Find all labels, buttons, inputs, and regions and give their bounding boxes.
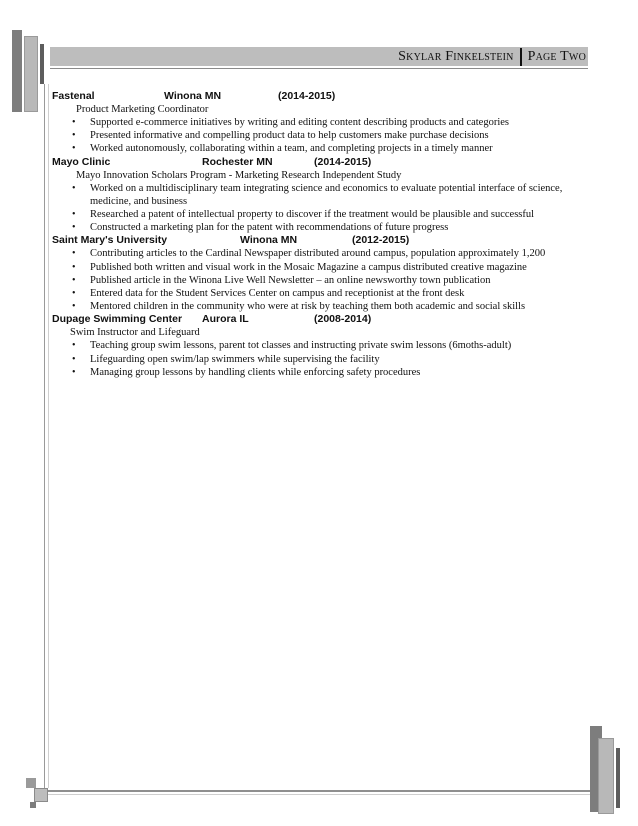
list-item: • Mentored children in the community who were at risk by teaching them both academic and social skills: [52, 300, 592, 313]
left-border-rule: [48, 84, 49, 788]
job-role: Swim Instructor and Lifeguard: [70, 327, 200, 339]
job-bullets: [52, 247, 592, 313]
list-item: • Published article in the Winona Live Well Newsletter – an online newsworthy town publication: [52, 274, 592, 287]
list-item: • Constructed a marketing plan for the patent with recommendations of future progress: [52, 221, 592, 234]
job-entry: [52, 313, 592, 379]
corner-decoration-square: [34, 788, 48, 802]
job-dates: (2014-2015): [314, 155, 372, 168]
job-entry: [52, 156, 592, 235]
list-item: • Published both written and visual work in the Mosaic Magazine a campus distributed creative magazine: [52, 261, 592, 274]
list-item: • Worked on a multidisciplinary team integrating science and economics to evaluate potential interface of science, medicine, and business: [52, 182, 592, 208]
bottom-border-rule: [44, 794, 604, 795]
list-item: • Presented informative and compelling product data to help customers make purchase decisions: [52, 129, 592, 142]
job-entry: [52, 234, 592, 313]
job-role: Mayo Innovation Scholars Program - Marketing Research Independent Study: [76, 169, 402, 181]
job-bullets: [52, 182, 592, 235]
list-item: • Contributing articles to the Cardinal Newspaper distributed around campus, population approximately 1,200: [52, 247, 592, 260]
list-item: • Managing group lessons by handling clients while enforcing safety procedures: [52, 366, 592, 379]
list-item: • Worked autonomously, collaborating within a team, and completing projects in a timely manner: [52, 142, 592, 155]
job-header: [52, 234, 592, 247]
list-item: • Supported e-commerce initiatives by writing and editing content describing products and categories: [52, 116, 592, 129]
job-dates: (2012-2015): [352, 234, 410, 247]
job-header: [52, 90, 592, 103]
corner-decoration-bar: [598, 738, 614, 814]
job-company: Mayo Clinic: [52, 155, 111, 168]
job-company: Fastenal: [52, 90, 95, 102]
page-header: [398, 48, 586, 66]
header-rule: [50, 68, 588, 69]
job-role: Product Marketing Coordinator: [76, 104, 209, 115]
job-header: [52, 156, 592, 169]
job-location: Aurora IL: [202, 313, 249, 326]
job-dates: (2014-2015): [278, 90, 336, 102]
list-item: • Lifeguarding open swim/lap swimmers while supervising the facility: [52, 353, 592, 366]
job-location: Rochester MN: [202, 155, 273, 168]
bottom-border-rule: [44, 790, 604, 792]
corner-decoration-square: [30, 802, 36, 808]
job-bullets: [52, 116, 592, 156]
job-company: Saint Mary's University: [52, 234, 168, 247]
list-item: • Teaching group swim lessons, parent tot classes and instructing private swim lessons (6moths-adult): [52, 339, 592, 352]
resume-content: [52, 90, 592, 379]
list-item: • Researched a patent of intellectual property to discover if the treatment would be plausible and successful: [52, 208, 592, 221]
list-item: • Entered data for the Student Services Center on campus and receptionist at the front desk: [52, 287, 592, 300]
job-dates: (2008-2014): [314, 313, 372, 326]
job-company: Dupage Swimming Center: [52, 313, 183, 326]
job-location: Winona MN: [240, 234, 298, 247]
left-border-rule: [44, 84, 45, 788]
job-bullets: [52, 339, 592, 379]
corner-decoration-square: [26, 778, 36, 788]
job-location: Winona MN: [164, 90, 222, 102]
corner-decoration-bar: [616, 748, 620, 808]
job-header: [52, 313, 592, 326]
header-separator: [520, 48, 522, 66]
corner-decoration-bar: [24, 36, 38, 112]
corner-decoration-bar: [12, 30, 22, 112]
page-label: Page Two: [527, 49, 586, 64]
job-entry: [52, 90, 592, 156]
corner-decoration-bar: [40, 44, 44, 84]
header-name: Skylar Finkelstein: [398, 49, 514, 64]
